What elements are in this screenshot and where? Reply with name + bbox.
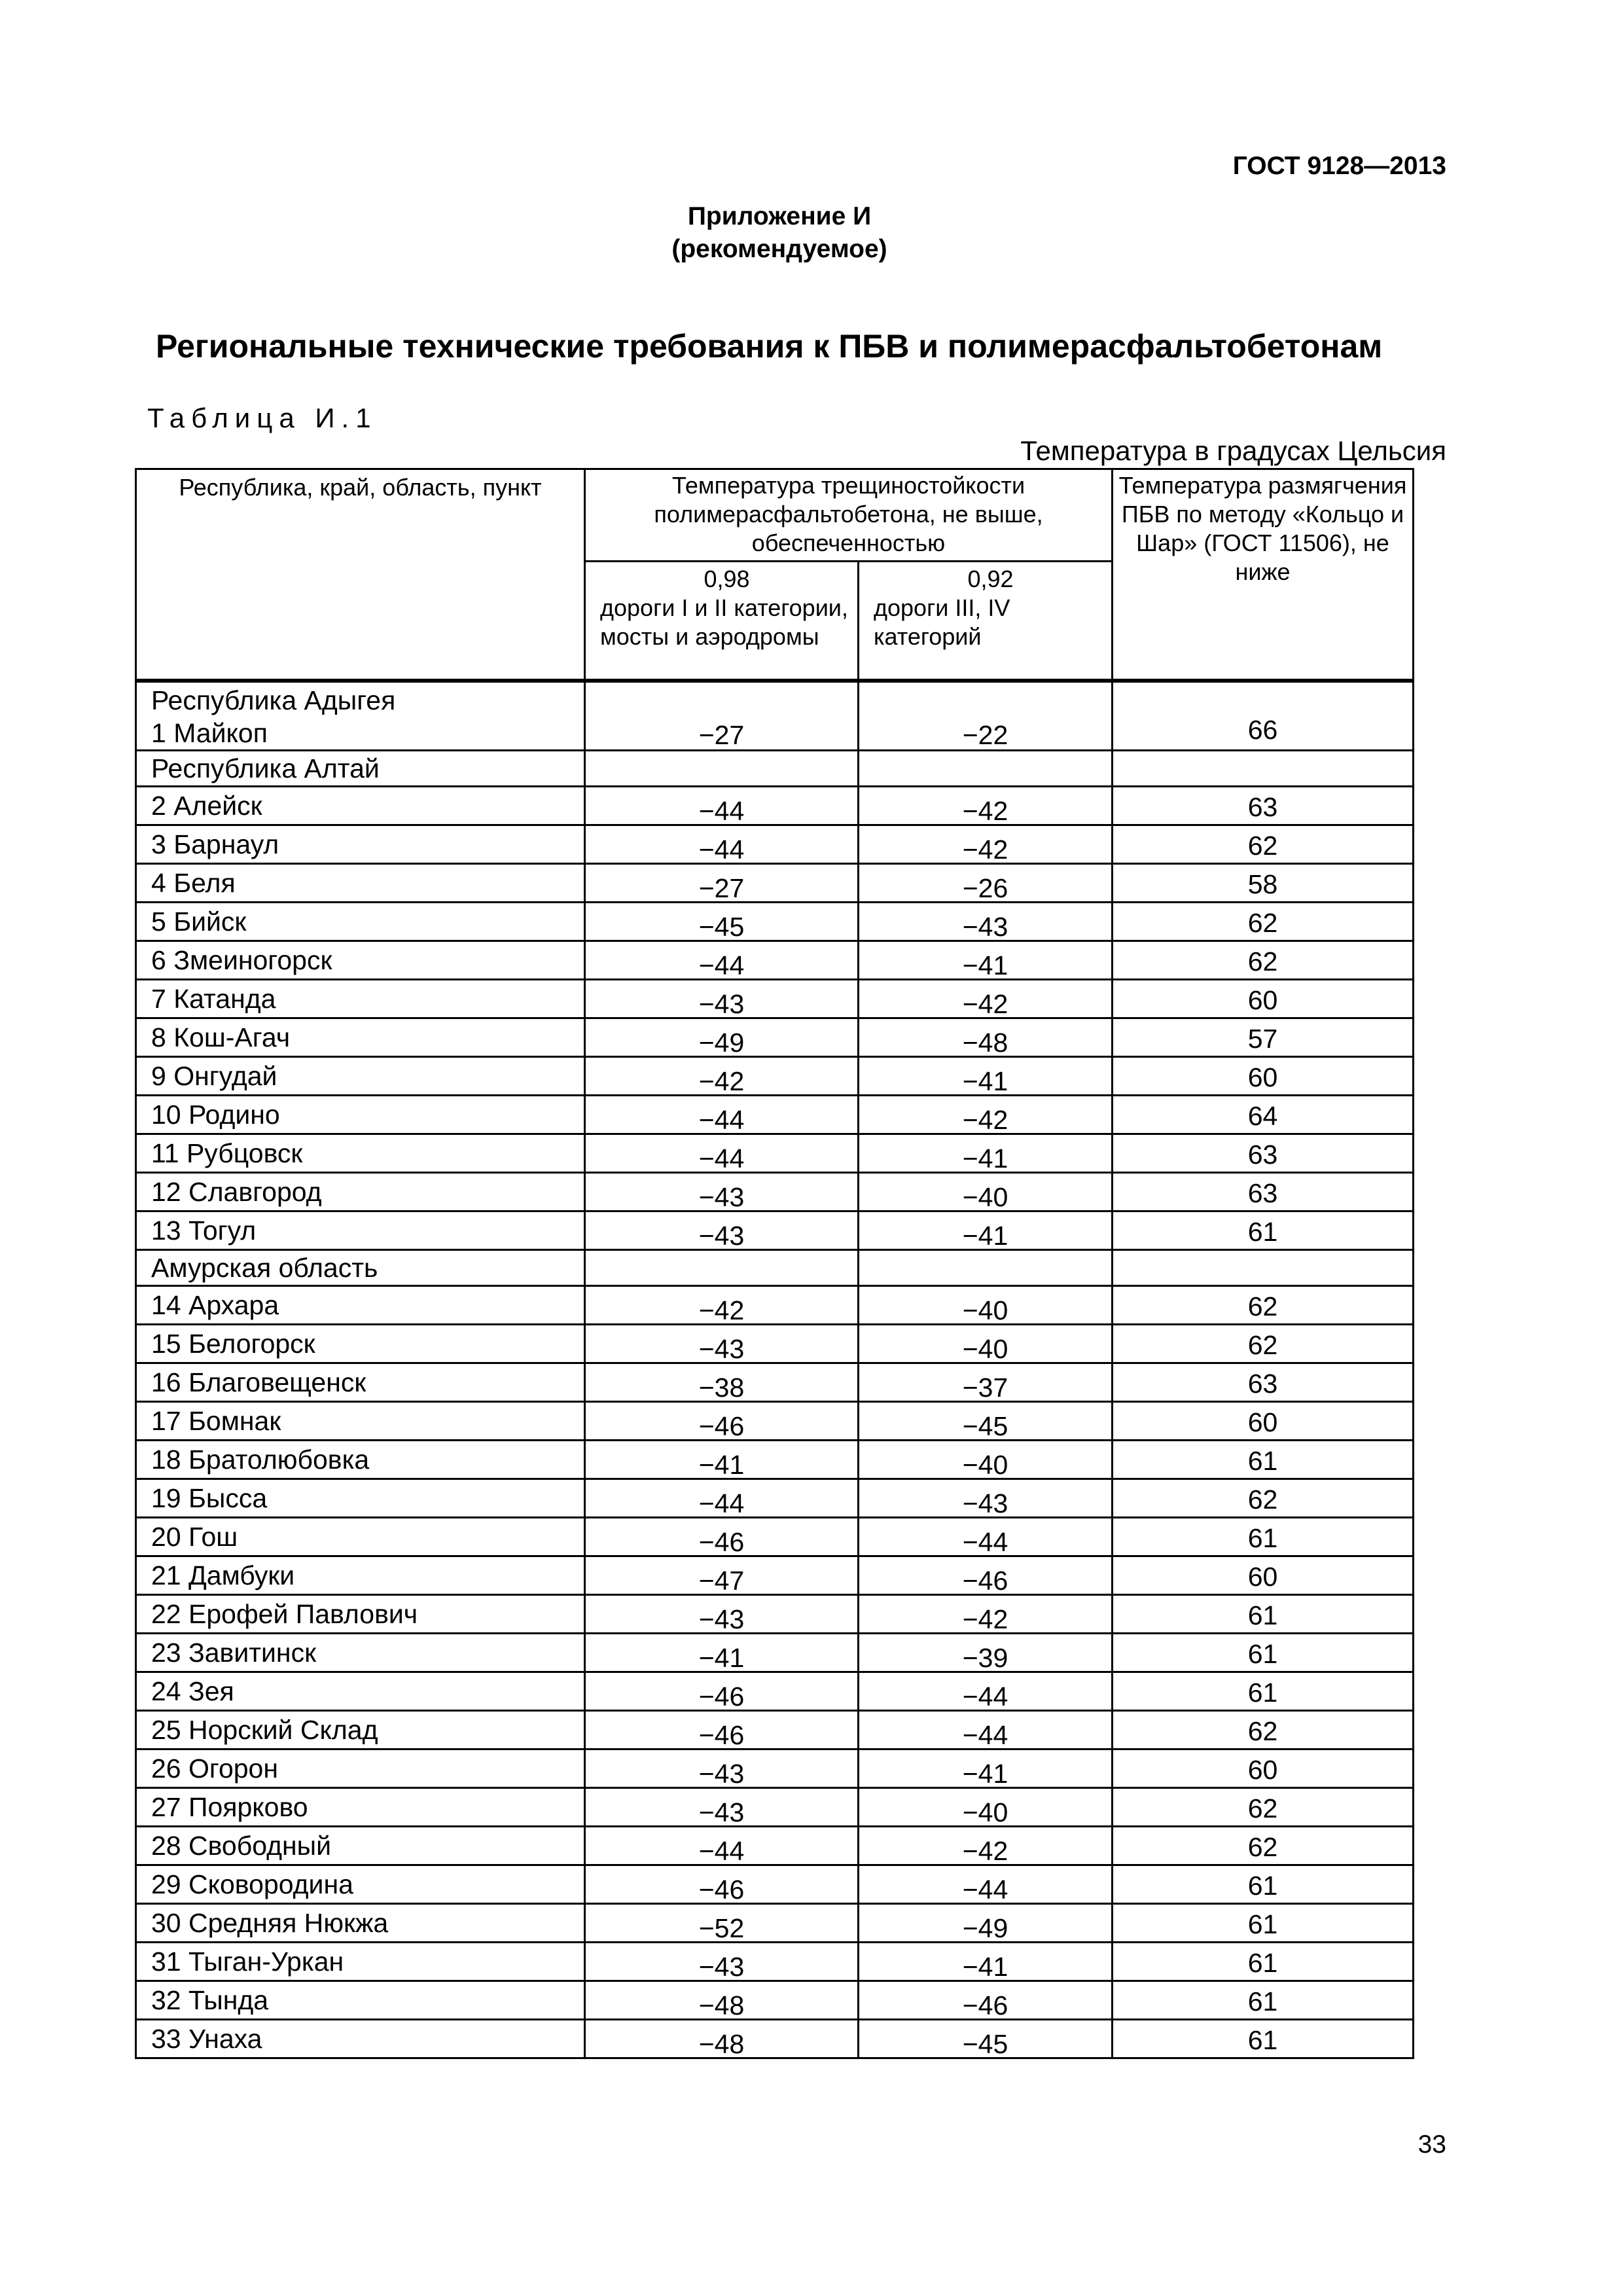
city-name: 2 Алейск bbox=[136, 787, 585, 825]
value-092: −41 bbox=[859, 1211, 1113, 1250]
group-name-adygea: Республика Адыгея bbox=[151, 685, 396, 715]
value-098: −27 bbox=[585, 864, 859, 903]
value-softening: 60 bbox=[1113, 1556, 1414, 1595]
value-098: −46 bbox=[585, 1865, 859, 1904]
city-name: 26 Огорон bbox=[136, 1749, 585, 1788]
city-name: 29 Сковородина bbox=[136, 1865, 585, 1904]
city-name: 16 Благовещенск bbox=[136, 1363, 585, 1402]
table-row bbox=[136, 980, 1414, 1018]
table-row bbox=[136, 1943, 1414, 1981]
city-name: 22 Ерофей Павлович bbox=[136, 1595, 585, 1634]
value-092: −41 bbox=[859, 1057, 1113, 1096]
appendix-heading bbox=[0, 200, 1559, 266]
header-crack-resistance: Температура трещиностойкости полимерасфальтобетона, не выше, обеспеченностью bbox=[585, 469, 1113, 562]
value-092: −44 bbox=[859, 1672, 1113, 1711]
table-row bbox=[136, 1402, 1414, 1441]
table-row bbox=[136, 1211, 1414, 1250]
header-region: Республика, край, область, пункт bbox=[136, 469, 585, 681]
value-softening: 61 bbox=[1113, 1634, 1414, 1672]
table-row bbox=[136, 1672, 1414, 1711]
value-098: −43 bbox=[585, 1173, 859, 1211]
city-name: 31 Тыган-Уркан bbox=[136, 1943, 585, 1981]
city-name: 21 Дамбуки bbox=[136, 1556, 585, 1595]
header-098 bbox=[585, 562, 859, 681]
value-092: −40 bbox=[859, 1441, 1113, 1479]
table-row bbox=[136, 1363, 1414, 1402]
value-098: −43 bbox=[585, 1211, 859, 1250]
value-098: −46 bbox=[585, 1672, 859, 1711]
table-body bbox=[136, 681, 1414, 2058]
value-092: −39 bbox=[859, 1634, 1113, 1672]
value-092: −40 bbox=[859, 1788, 1113, 1827]
value-softening: 60 bbox=[1113, 1057, 1414, 1096]
value-092: −42 bbox=[859, 1827, 1113, 1865]
value-softening: 63 bbox=[1113, 1173, 1414, 1211]
value-softening: 62 bbox=[1113, 903, 1414, 941]
value-softening: 63 bbox=[1113, 787, 1414, 825]
value-softening: 62 bbox=[1113, 1788, 1414, 1827]
value-098: −52 bbox=[585, 1904, 859, 1943]
value-098: −48 bbox=[585, 1981, 859, 2020]
value-092: −42 bbox=[859, 825, 1113, 864]
value-softening: 62 bbox=[1113, 1711, 1414, 1749]
value-092: −46 bbox=[859, 1981, 1113, 2020]
document-code: ГОСТ 9128—2013 bbox=[1232, 152, 1446, 180]
city-name: 14 Архара bbox=[136, 1286, 585, 1325]
table-row bbox=[136, 1711, 1414, 1749]
table-row bbox=[136, 1981, 1414, 2020]
group-name-amur: Амурская область bbox=[136, 1250, 585, 1286]
page-title: Региональные технические требования к ПБВ и полимерасфальтобетонам bbox=[156, 328, 1383, 365]
value-098: −43 bbox=[585, 1595, 859, 1634]
table-row bbox=[136, 1788, 1414, 1827]
value-092: −41 bbox=[859, 1134, 1113, 1173]
value-098: −42 bbox=[585, 1057, 859, 1096]
value-092: −26 bbox=[859, 864, 1113, 903]
value-092: −42 bbox=[859, 787, 1113, 825]
value-092: −46 bbox=[859, 1556, 1113, 1595]
table-row bbox=[136, 1250, 1414, 1286]
value-softening: 62 bbox=[1113, 1827, 1414, 1865]
value-softening: 61 bbox=[1113, 1904, 1414, 1943]
value-092: −45 bbox=[859, 2020, 1113, 2058]
value-softening: 61 bbox=[1113, 1943, 1414, 1981]
city-name: 1 Майкоп bbox=[151, 718, 268, 748]
table-row bbox=[136, 1749, 1414, 1788]
appendix-title: Приложение И bbox=[687, 202, 872, 230]
table-row bbox=[136, 751, 1414, 787]
value-098: −44 bbox=[585, 1479, 859, 1518]
value-softening: 61 bbox=[1113, 1865, 1414, 1904]
value-098: −44 bbox=[585, 825, 859, 864]
value-softening: 64 bbox=[1113, 1096, 1414, 1134]
table-row bbox=[136, 1096, 1414, 1134]
header-softening: Температура размягчения ПБВ по методу «Кольцо и Шар» (ГОСТ 11506), не ниже bbox=[1113, 469, 1414, 681]
header-092-value: 0,92 bbox=[967, 565, 1014, 592]
value-098: −46 bbox=[585, 1518, 859, 1556]
value-098: −48 bbox=[585, 2020, 859, 2058]
table-header bbox=[136, 469, 1414, 681]
value-098: −41 bbox=[585, 1441, 859, 1479]
value-098: −45 bbox=[585, 903, 859, 941]
city-name: 18 Братолюбовка bbox=[136, 1441, 585, 1479]
value-softening: 62 bbox=[1113, 1479, 1414, 1518]
empty-cell bbox=[585, 1250, 859, 1286]
value-092: −49 bbox=[859, 1904, 1113, 1943]
table-row bbox=[136, 2020, 1414, 2058]
city-name: 20 Гош bbox=[136, 1518, 585, 1556]
unit-note: Температура в градусах Цельсия bbox=[1020, 435, 1446, 466]
empty-cell bbox=[1113, 1250, 1414, 1286]
value-092: −41 bbox=[859, 941, 1113, 980]
value-092: −45 bbox=[859, 1402, 1113, 1441]
page-number: 33 bbox=[1418, 2130, 1446, 2159]
value-softening: 62 bbox=[1113, 1286, 1414, 1325]
table-row bbox=[136, 681, 1414, 751]
city-name: 13 Тогул bbox=[136, 1211, 585, 1250]
value-098: −47 bbox=[585, 1556, 859, 1595]
table-row bbox=[136, 1595, 1414, 1634]
value-098: −43 bbox=[585, 1788, 859, 1827]
table-row bbox=[136, 1865, 1414, 1904]
value-092: −41 bbox=[859, 1943, 1113, 1981]
table-row bbox=[136, 1018, 1414, 1057]
city-name: 27 Поярково bbox=[136, 1788, 585, 1827]
value-softening: 61 bbox=[1113, 2020, 1414, 2058]
value-098: −44 bbox=[585, 787, 859, 825]
value-092: −42 bbox=[859, 1595, 1113, 1634]
city-name: 7 Катанда bbox=[136, 980, 585, 1018]
table-row bbox=[136, 1173, 1414, 1211]
empty-cell bbox=[585, 751, 859, 787]
city-name: 32 Тында bbox=[136, 1981, 585, 2020]
value-092: −42 bbox=[859, 1096, 1113, 1134]
table-row bbox=[136, 825, 1414, 864]
value-softening: 66 bbox=[1113, 681, 1414, 751]
value-softening: 63 bbox=[1113, 1363, 1414, 1402]
value-092: −44 bbox=[859, 1865, 1113, 1904]
table-row bbox=[136, 941, 1414, 980]
city-name: 10 Родино bbox=[136, 1096, 585, 1134]
table-row bbox=[136, 1827, 1414, 1865]
value-098: −44 bbox=[585, 1096, 859, 1134]
table-row bbox=[136, 787, 1414, 825]
table-row bbox=[136, 1904, 1414, 1943]
value-098: −38 bbox=[585, 1363, 859, 1402]
value-092: −37 bbox=[859, 1363, 1113, 1402]
value-092: −41 bbox=[859, 1749, 1113, 1788]
empty-cell bbox=[859, 751, 1113, 787]
value-softening: 61 bbox=[1113, 1672, 1414, 1711]
table-row bbox=[136, 1057, 1414, 1096]
table-row bbox=[136, 903, 1414, 941]
value-softening: 62 bbox=[1113, 1325, 1414, 1363]
value-softening: 61 bbox=[1113, 1595, 1414, 1634]
empty-cell bbox=[859, 1250, 1113, 1286]
city-name: 17 Бомнак bbox=[136, 1402, 585, 1441]
header-092 bbox=[859, 562, 1113, 681]
value-softening: 61 bbox=[1113, 1981, 1414, 2020]
table-row bbox=[136, 1325, 1414, 1363]
value-softening: 63 bbox=[1113, 1134, 1414, 1173]
requirements-table bbox=[135, 468, 1414, 2059]
city-name: 5 Бийск bbox=[136, 903, 585, 941]
value-098: −46 bbox=[585, 1402, 859, 1441]
appendix-note: (рекомендуемое) bbox=[671, 235, 887, 263]
value-softening: 61 bbox=[1113, 1518, 1414, 1556]
city-name: 25 Норский Склад bbox=[136, 1711, 585, 1749]
value-092: −48 bbox=[859, 1018, 1113, 1057]
value-softening: 62 bbox=[1113, 941, 1414, 980]
city-name: 11 Рубцовск bbox=[136, 1134, 585, 1173]
city-name: 3 Барнаул bbox=[136, 825, 585, 864]
value-098: −43 bbox=[585, 1943, 859, 1981]
value-098: −44 bbox=[585, 1827, 859, 1865]
table-row bbox=[136, 1556, 1414, 1595]
table-row bbox=[136, 1479, 1414, 1518]
value-softening: 61 bbox=[1113, 1441, 1414, 1479]
value-softening: 58 bbox=[1113, 864, 1414, 903]
value-092: −44 bbox=[859, 1711, 1113, 1749]
value-092: −22 bbox=[859, 681, 1113, 751]
value-098: −43 bbox=[585, 980, 859, 1018]
table-row bbox=[136, 1286, 1414, 1325]
value-098: −44 bbox=[585, 941, 859, 980]
value-092: −44 bbox=[859, 1518, 1113, 1556]
table-row bbox=[136, 864, 1414, 903]
value-softening: 62 bbox=[1113, 825, 1414, 864]
value-092: −42 bbox=[859, 980, 1113, 1018]
value-098: −27 bbox=[585, 681, 859, 751]
group-name-altai: Республика Алтай bbox=[136, 751, 585, 787]
value-092: −40 bbox=[859, 1325, 1113, 1363]
value-098: −46 bbox=[585, 1711, 859, 1749]
value-softening: 61 bbox=[1113, 1211, 1414, 1250]
city-name: 15 Белогорск bbox=[136, 1325, 585, 1363]
value-softening: 60 bbox=[1113, 1749, 1414, 1788]
city-name: 12 Славгород bbox=[136, 1173, 585, 1211]
value-092: −40 bbox=[859, 1173, 1113, 1211]
value-098: −41 bbox=[585, 1634, 859, 1672]
value-092: −43 bbox=[859, 1479, 1113, 1518]
table-row bbox=[136, 1518, 1414, 1556]
city-name: 30 Средняя Нюкжа bbox=[136, 1904, 585, 1943]
value-098: −49 bbox=[585, 1018, 859, 1057]
city-name: 23 Завитинск bbox=[136, 1634, 585, 1672]
value-092: −40 bbox=[859, 1286, 1113, 1325]
header-098-value: 0,98 bbox=[704, 565, 750, 592]
city-name: 24 Зея bbox=[136, 1672, 585, 1711]
city-name: 28 Свободный bbox=[136, 1827, 585, 1865]
value-098: −43 bbox=[585, 1749, 859, 1788]
table-row bbox=[136, 1134, 1414, 1173]
header-098-text: дороги I и II категории, мосты и аэродромы bbox=[600, 594, 848, 650]
city-name: 6 Змеиногорск bbox=[136, 941, 585, 980]
value-softening: 60 bbox=[1113, 980, 1414, 1018]
city-name: 33 Унаха bbox=[136, 2020, 585, 2058]
table-row bbox=[136, 1634, 1414, 1672]
city-name: 19 Бысса bbox=[136, 1479, 585, 1518]
row-name bbox=[136, 681, 585, 751]
city-name: 9 Онгудай bbox=[136, 1057, 585, 1096]
value-softening: 57 bbox=[1113, 1018, 1414, 1057]
city-name: 8 Кош-Агач bbox=[136, 1018, 585, 1057]
table-label: Таблица И.1 bbox=[147, 403, 378, 433]
value-softening: 60 bbox=[1113, 1402, 1414, 1441]
value-098: −44 bbox=[585, 1134, 859, 1173]
city-name: 4 Беля bbox=[136, 864, 585, 903]
value-098: −43 bbox=[585, 1325, 859, 1363]
header-092-text: дороги III, IV категорий bbox=[874, 594, 1010, 650]
value-092: −43 bbox=[859, 903, 1113, 941]
table-row bbox=[136, 1441, 1414, 1479]
empty-cell bbox=[1113, 751, 1414, 787]
value-098: −42 bbox=[585, 1286, 859, 1325]
